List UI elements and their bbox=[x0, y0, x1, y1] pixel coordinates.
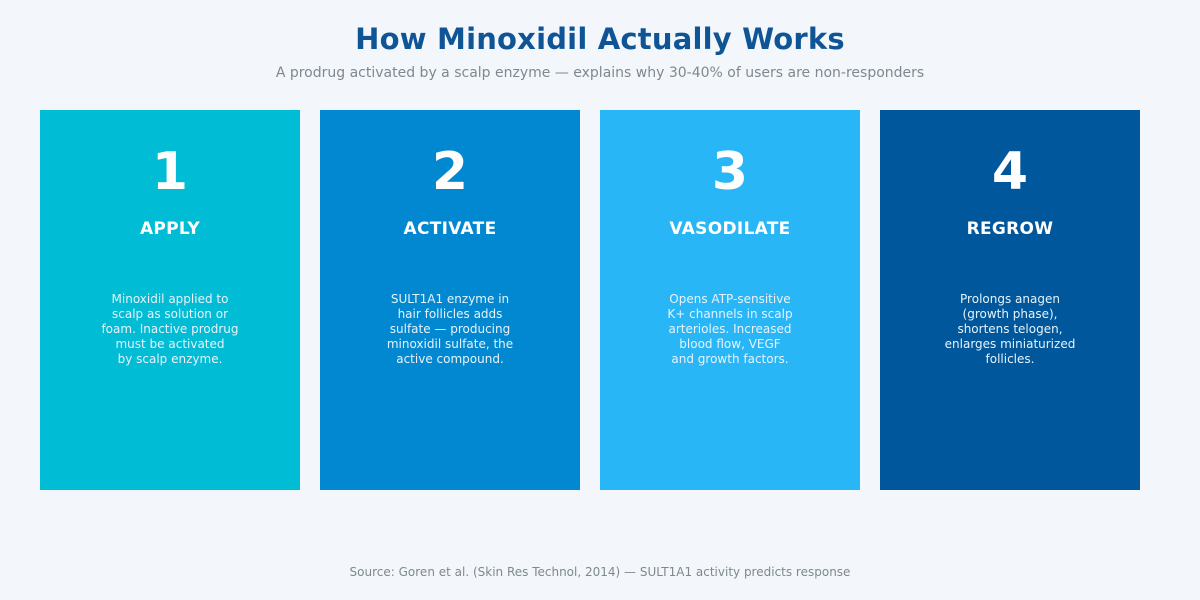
step-description-line: arterioles. Increased bbox=[668, 322, 792, 336]
step-description-line: enlarges miniaturized bbox=[944, 337, 1076, 351]
step-description-line: blood flow, VEGF bbox=[679, 337, 781, 351]
step-card-vasodilate bbox=[600, 110, 860, 490]
step-description-line: and growth factors. bbox=[671, 352, 789, 366]
step-number: 2 bbox=[431, 142, 469, 202]
step-description-line: active compound. bbox=[396, 352, 504, 366]
step-description bbox=[375, 292, 525, 367]
step-number: 1 bbox=[151, 142, 189, 202]
step-heading: VASODILATE bbox=[669, 219, 791, 239]
step-description-line: SULT1A1 enzyme in bbox=[390, 292, 510, 306]
step-description bbox=[95, 292, 245, 367]
source-citation: Source: Goren et al. (Skin Res Technol, 2014) — SULT1A1 activity predicts response bbox=[349, 565, 851, 579]
step-heading: APPLY bbox=[139, 219, 201, 239]
step-description-line: scalp as solution or bbox=[112, 307, 228, 321]
page-subtitle: A prodrug activated by a scalp enzyme — explains why 30-40% of users are non-responders bbox=[275, 65, 925, 81]
step-heading: REGROW bbox=[966, 219, 1054, 239]
step-heading: ACTIVATE bbox=[403, 219, 497, 239]
step-description-line: by scalp enzyme. bbox=[117, 352, 223, 366]
step-number: 4 bbox=[991, 142, 1029, 202]
step-description-line: sulfate — producing bbox=[389, 322, 511, 336]
step-card-activate bbox=[320, 110, 580, 490]
step-description-line: follicles. bbox=[985, 352, 1035, 366]
step-description-line: Opens ATP-sensitive bbox=[669, 292, 791, 306]
step-description bbox=[655, 292, 805, 367]
step-description-line: (growth phase), bbox=[962, 307, 1058, 321]
step-description-line: Prolongs anagen bbox=[960, 292, 1060, 306]
step-description-line: hair follicles adds bbox=[397, 307, 503, 321]
step-number: 3 bbox=[711, 142, 749, 202]
step-description-line: must be activated bbox=[115, 337, 225, 351]
step-description-line: minoxidil sulfate, the bbox=[386, 337, 514, 351]
step-description-line: Minoxidil applied to bbox=[111, 292, 229, 306]
step-card-apply bbox=[40, 110, 300, 490]
step-description-line: foam. Inactive prodrug bbox=[101, 322, 239, 336]
step-description-line: K+ channels in scalp bbox=[667, 307, 793, 321]
step-card-regrow bbox=[880, 110, 1140, 490]
step-description bbox=[935, 292, 1085, 367]
page-title: How Minoxidil Actually Works bbox=[355, 22, 845, 56]
step-description-line: shortens telogen, bbox=[957, 322, 1063, 336]
